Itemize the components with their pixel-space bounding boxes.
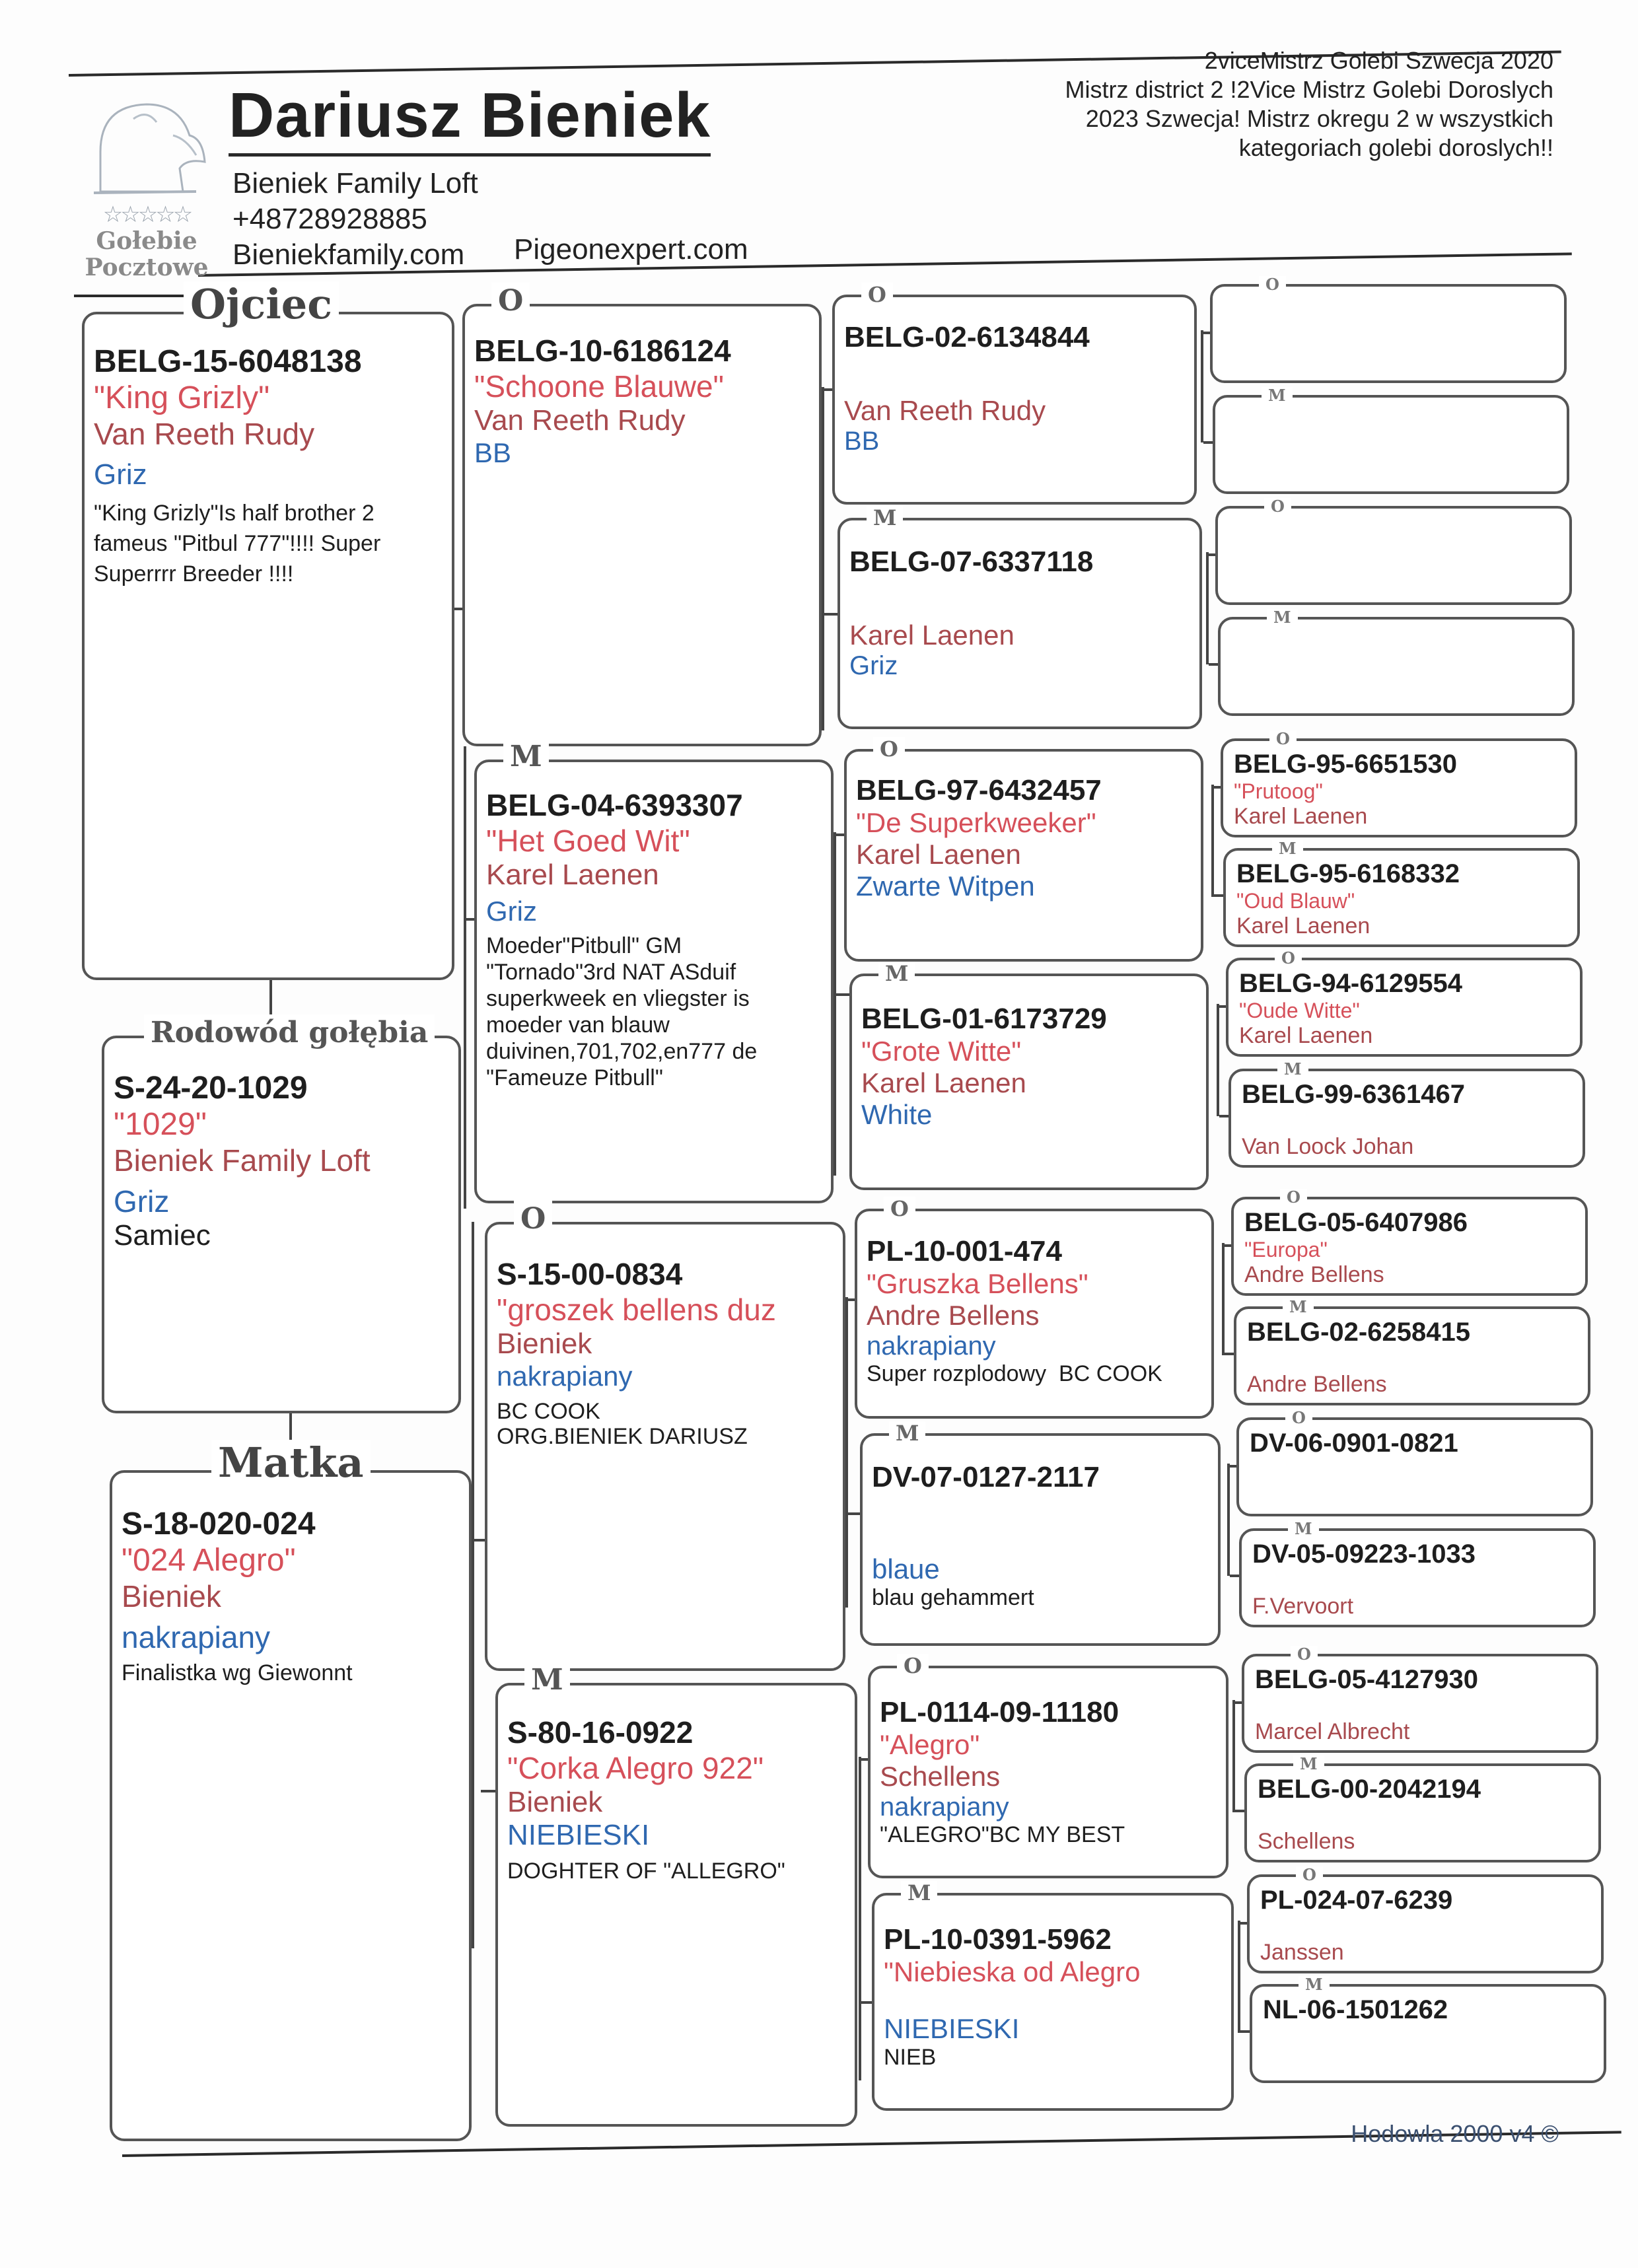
pigeon-note: "ALEGRO"BC MY BEST [880, 1822, 1125, 1847]
logo [74, 99, 219, 284]
pigeon-name [1231, 658, 1563, 682]
connector [481, 1790, 497, 1792]
ring-number: BELG-02-6258415 [1247, 1318, 1470, 1347]
pigeon-color: Zwarte Witpen [856, 870, 1035, 902]
sire-label: O [1275, 950, 1302, 967]
pigeon-name: "Prutoog" [1234, 779, 1323, 803]
connector [1238, 1921, 1240, 2033]
ring-number [1231, 627, 1563, 658]
gen3-card-4[interactable] [849, 961, 1209, 1190]
breeder: Karel Laenen [856, 839, 1021, 870]
ring-number: DV-05-09223-1033 [1252, 1540, 1476, 1569]
ring-number: S-15-00-0834 [497, 1257, 683, 1291]
dam-label: M [901, 1881, 937, 1905]
pigeon-name: "Grote Witte" [861, 1036, 1022, 1067]
achievement-line: 2viceMistrz Golebi Szwecja 2020 [1204, 47, 1553, 74]
logo-text-line2: Pocztowe [85, 254, 209, 281]
ring-number: PL-024-07-6239 [1260, 1886, 1453, 1915]
breeder: Bieniek [507, 1786, 603, 1818]
connector [1227, 1464, 1230, 1576]
pigeon-name: "Europa" [1244, 1238, 1328, 1261]
ring-number: BELG-04-6393307 [486, 788, 743, 822]
pigeon-note: NIEB [884, 2045, 937, 2070]
gen4-card-6[interactable] [1223, 839, 1580, 947]
ring-number: BELG-05-4127930 [1255, 1665, 1478, 1694]
pigeon-name: "1029" [114, 1107, 207, 1142]
dam-label: M [1272, 840, 1303, 857]
ring-number [1226, 406, 1557, 436]
subject-label: Rodowód gołębia [144, 1014, 435, 1051]
pigeon-note: Moeder"Pitbull" GM "Tornado"3rd NAT ASduif superkweek en vliegster is moeder van blauw duivinen,701,702,en777 de "Fameuze Pitbull" [486, 933, 758, 1090]
gen4-card-10[interactable] [1234, 1297, 1590, 1405]
pigeon-color: NIEBIESKI [884, 2013, 1020, 2044]
ring-number: BELG-95-6168332 [1236, 859, 1460, 888]
gen4-card-2[interactable] [1213, 386, 1569, 494]
pigeon-name [849, 579, 1190, 620]
loft-name: Bieniek Family Loft [232, 167, 478, 199]
website-link[interactable]: Bieniekfamily.com [232, 238, 465, 271]
breeder: Van Reeth Rudy [844, 395, 1046, 426]
connector [834, 832, 836, 1176]
phone-number: +48728928885 [232, 203, 427, 235]
pigeon-name [1226, 436, 1557, 460]
sire-label: O [1280, 1189, 1307, 1206]
dam-label: M [1277, 1061, 1308, 1078]
ring-number [1223, 295, 1555, 325]
father-label: Ojciec [184, 281, 339, 328]
gen4-card-9[interactable] [1231, 1187, 1588, 1296]
owner-name: Dariusz Bieniek [229, 79, 711, 157]
sire-label: O [884, 1197, 915, 1221]
gen4-card-13[interactable] [1242, 1645, 1598, 1753]
pigeon-sex: Samiec [114, 1219, 211, 1252]
pigeon-name [1250, 1458, 1581, 1482]
breeder: Andre Bellens [1244, 1262, 1384, 1287]
pigeon-color: Griz [849, 651, 898, 680]
ring-number: DV-07-0127-2117 [872, 1461, 1100, 1493]
connector [1217, 1004, 1219, 1116]
pigeon-name: "King Grizly" [94, 380, 270, 415]
sire-label: O [1285, 1409, 1312, 1427]
pigeon-color: Griz [114, 1184, 170, 1219]
breeder: F.Vervoort [1252, 1594, 1354, 1619]
gen4-card-7[interactable] [1226, 948, 1583, 1057]
breeder: Karel Laenen [1234, 804, 1368, 829]
breeder: Andre Bellens [1247, 1372, 1387, 1397]
connector [1211, 785, 1214, 897]
breeder: Bieniek [497, 1328, 592, 1360]
pigeon-name: "Niebieska od Alegro [884, 1956, 1141, 1987]
gen4-card-14[interactable] [1244, 1754, 1601, 1862]
breeder: Karel Laenen [486, 859, 659, 891]
breeder: Karel Laenen [849, 620, 1015, 651]
pigeon-color: blaue [872, 1553, 940, 1584]
pigeon-name: "Alegro" [880, 1729, 980, 1760]
breeder: Schellens [1258, 1829, 1355, 1854]
gen2-card-4[interactable] [495, 1663, 857, 2127]
achievement-line: Mistrz district 2 !2Vice Mistrz Golebi Doroslych [1065, 76, 1553, 103]
connector [836, 993, 851, 996]
pigeon-name [1228, 547, 1560, 571]
ring-number: BELG-02-6134844 [844, 321, 1090, 353]
mother-label: Matka [211, 1440, 371, 1486]
pigeon-name: "Oude Witte" [1239, 999, 1360, 1022]
pigeon-name: "groszek bellens duz [497, 1293, 776, 1327]
sire-label: O [1259, 276, 1286, 293]
pigeon-name: "Gruszka Bellens" [867, 1268, 1088, 1299]
connector [824, 613, 839, 616]
breeder: Van Reeth Rudy [94, 417, 315, 451]
ring-number: BELG-15-6048138 [94, 344, 362, 379]
subject-card[interactable] [102, 1016, 461, 1413]
logo-text-line1: Gołebie [96, 227, 197, 255]
connector [472, 1539, 486, 1542]
pigeon-name: "Corka Alegro 922" [507, 1751, 764, 1785]
pigeon-note: Super rozplodowy BC COOK [867, 1361, 1162, 1386]
breeder: Marcel Albrecht [1255, 1719, 1410, 1744]
ring-number: BELG-10-6186124 [474, 334, 731, 368]
gen4-card-8[interactable] [1228, 1059, 1585, 1168]
stars-icon: ☆☆☆☆☆ [102, 202, 191, 227]
ring-number: PL-0114-09-11180 [880, 1696, 1120, 1728]
pigeon-name [1263, 2025, 1594, 2049]
pigeon-name [1260, 1915, 1592, 1939]
dam-label: M [889, 1421, 925, 1445]
breeder: Andre Bellens [867, 1300, 1040, 1331]
ring-number: PL-10-0391-5962 [884, 1923, 1112, 1956]
software-copyright: Hodowla 2000 v4 © [1351, 2120, 1559, 2147]
pigeon-name: "Oud Blauw" [1236, 889, 1355, 913]
pigeon-color: BB [844, 427, 880, 456]
connector [1222, 1243, 1225, 1355]
ring-number: BELG-07-6337118 [849, 546, 1094, 578]
dam-label: M [524, 1662, 570, 1699]
pigeon-color: nakrapiany [867, 1331, 996, 1361]
sire-label: O [873, 737, 905, 761]
sire-label: O [1296, 1866, 1323, 1884]
breeder [872, 1494, 1209, 1553]
gen3-card-3[interactable] [844, 736, 1203, 962]
pigeon-color: NIEBIESKI [507, 1819, 650, 1851]
gen4-card-11[interactable] [1236, 1408, 1593, 1516]
pigeon-note: DOGHTER OF "ALLEGRO" [507, 1859, 785, 1884]
gen3-card-5[interactable] [855, 1196, 1214, 1419]
ring-number: DV-06-0901-0821 [1250, 1429, 1458, 1458]
ring-number: BELG-94-6129554 [1239, 969, 1462, 998]
gen4-card-3[interactable] [1215, 497, 1572, 605]
pigeon-name [1242, 1110, 1573, 1133]
pigeon-note: "King Grizly"Is half brother 2 fameus "Pitbul 777"!!!! Super Superrrr Breeder !!!! [94, 501, 381, 586]
connector [1206, 552, 1209, 664]
pigeon-note: Finalistka wg Giewonnt [122, 1660, 353, 1685]
pigeon-color: White [861, 1099, 933, 1130]
pigeon-name [1258, 1804, 1589, 1828]
pigeon-name [1223, 325, 1555, 349]
pigeon-name [1252, 1569, 1584, 1593]
pigeon-name: "De Superkweeker" [856, 807, 1096, 838]
gen3-card-2[interactable] [837, 505, 1202, 729]
ring-number: BELG-99-6361467 [1242, 1080, 1465, 1109]
gen2-card-3[interactable] [485, 1202, 845, 1671]
achievements [985, 46, 1553, 162]
connector [464, 746, 466, 1209]
pigeon-name: "024 Alegro" [122, 1543, 296, 1578]
connector [848, 1512, 861, 1515]
connector [859, 1757, 861, 2080]
gen4-card-1[interactable] [1210, 275, 1567, 383]
pigeon-name: "Het Goed Wit" [486, 824, 690, 858]
dam-label: M [503, 738, 549, 775]
dam-label: M [1267, 609, 1298, 626]
dam-label: M [867, 506, 903, 530]
website2-link[interactable]: Pigeonexpert.com [514, 233, 748, 266]
gen4-card-5[interactable] [1221, 729, 1577, 837]
ring-number: S-18-020-024 [122, 1506, 316, 1542]
pigeon-color: nakrapiany [497, 1361, 633, 1392]
pigeon-color: BB [474, 437, 512, 468]
breeder: Karel Laenen [861, 1067, 1026, 1098]
sire-label: O [1269, 730, 1297, 748]
gen3-card-6[interactable] [860, 1421, 1221, 1646]
sire-label: O [491, 283, 530, 320]
ring-number [1228, 516, 1560, 547]
breeder: Janssen [1260, 1940, 1344, 1965]
pigeon-color: Griz [486, 896, 537, 927]
ring-number: BELG-01-6173729 [861, 1003, 1107, 1035]
connector [845, 1297, 848, 1608]
ring-number: BELG-97-6432457 [856, 774, 1102, 806]
dam-label: M [1262, 387, 1293, 404]
gen4-card-15[interactable] [1247, 1865, 1604, 1973]
ring-number: S-80-16-0922 [507, 1715, 694, 1750]
sire-label: O [514, 1201, 552, 1238]
pigeon-name [1255, 1695, 1586, 1719]
sire-label: O [1264, 498, 1291, 515]
breeder: Van Loock Johan [1242, 1134, 1414, 1159]
dam-label: M [878, 962, 915, 985]
gen2-card-1[interactable] [462, 284, 822, 746]
pigeon-note: BC COOK ORG.BIENIEK DARIUSZ [497, 1399, 748, 1449]
pigeon-color: Griz [94, 458, 147, 491]
sire-label: O [861, 283, 893, 306]
gen3-card-7[interactable] [868, 1653, 1228, 1878]
ring-number: NL-06-1501262 [1263, 1995, 1448, 2024]
dam-label: M [1283, 1298, 1314, 1316]
connector [472, 1222, 474, 1948]
gen4-card-12[interactable] [1239, 1519, 1596, 1627]
gen4-card-4[interactable] [1218, 608, 1575, 716]
pigeon-name [844, 354, 1185, 395]
pigeon-name: "Schoone Blauwe" [474, 369, 724, 404]
pigeon-head-icon [74, 99, 219, 198]
breeder: Van Reeth Rudy [474, 404, 686, 437]
dam-label: M [1288, 1520, 1319, 1538]
mother-card[interactable] [110, 1438, 472, 2141]
breeder: Karel Laenen [1236, 913, 1371, 939]
pigeon-name [1247, 1347, 1579, 1371]
sire-label: O [1291, 1646, 1318, 1663]
sire-label: O [897, 1654, 929, 1678]
connector [1201, 330, 1203, 443]
ring-number: S-24-20-1029 [114, 1071, 308, 1106]
connector [822, 387, 824, 730]
pigeon-note: blau gehammert [872, 1585, 1034, 1610]
achievement-line: kategoriach golebi doroslych!! [1238, 134, 1553, 161]
gen3-card-1[interactable] [832, 282, 1197, 505]
gen3-card-8[interactable] [872, 1880, 1234, 2111]
breeder: Schellens [880, 1761, 1001, 1792]
dam-label: M [1293, 1755, 1324, 1773]
connector [1232, 1700, 1235, 1812]
ring-number: BELG-00-2042194 [1258, 1775, 1481, 1804]
ring-number: BELG-05-6407986 [1244, 1208, 1468, 1237]
breeder: Bieniek Family Loft [114, 1143, 371, 1178]
gen2-card-2[interactable] [474, 740, 834, 1203]
gen4-card-16[interactable] [1250, 1975, 1606, 2083]
pigeon-color: nakrapiany [122, 1620, 271, 1654]
pigeon-color: nakrapiany [880, 1792, 1009, 1822]
achievement-line: 2023 Szwecja! Mistrz okregu 2 w wszystkich [1085, 105, 1553, 132]
ring-number: BELG-95-6651530 [1234, 750, 1457, 779]
father-card[interactable] [82, 280, 454, 980]
breeder: Karel Laenen [1239, 1023, 1373, 1048]
ring-number: PL-10-001-474 [867, 1235, 1062, 1267]
breeder: Bieniek [122, 1579, 221, 1613]
dam-label: M [1299, 1976, 1330, 1993]
